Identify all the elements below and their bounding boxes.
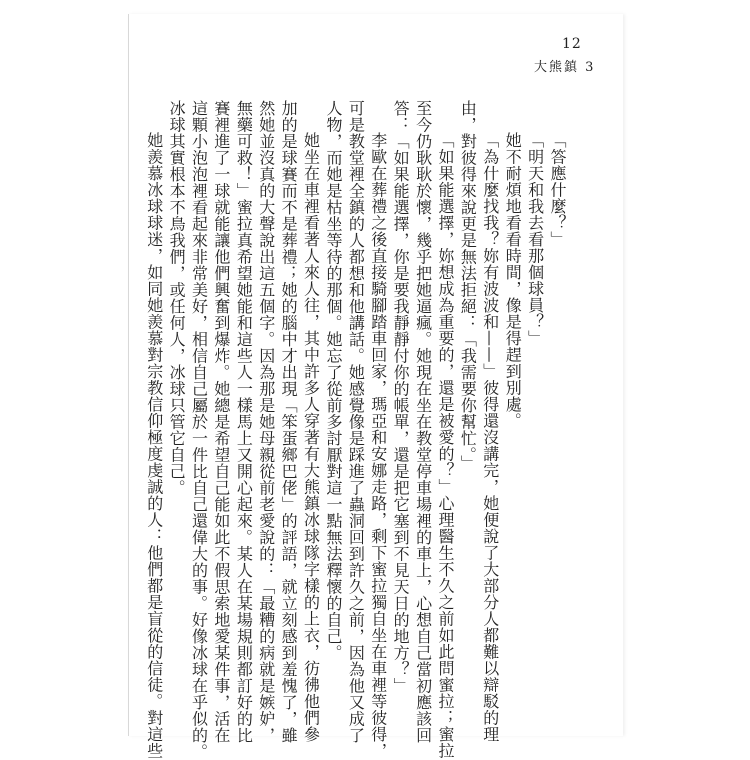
text-column: 可是教堂裡全鎮的人都想和他講話。她感覺像是踩進了蟲洞回到許久之前，因為他又成了 bbox=[346, 100, 366, 744]
text-column: 「如果能選擇，妳想成為重要的，還是被愛的？」心理醫生不久之前如此問蜜拉；蜜拉 bbox=[435, 132, 455, 759]
text-column: 「為什麼找我？妳有波波和——」彼得還沒講完，她便說了大部分人都難以辯駁的理 bbox=[480, 132, 500, 743]
text-column: 然她並沒真的大聲說出這五個字。因為那是她母親從前老愛說的：「最糟的病就是嫉妒， bbox=[256, 100, 276, 744]
text-column: 賽裡進了一球就能讓他們興奮到爆炸。她總是希望自己能如此不假思索地愛某件事，活在 bbox=[211, 100, 231, 744]
text-column: 人物，而她是枯坐等待的那個。她忘了從前多討厭對這一點無法釋懷的自己。 bbox=[323, 100, 343, 661]
text-column: 她坐在車裡看著人來人往，其中許多人穿著有大熊鎮冰球隊字樣的上衣，彷彿他們參 bbox=[301, 132, 321, 743]
page-number: 12 bbox=[562, 36, 582, 52]
text-column: 「答應什麼？」 bbox=[548, 132, 567, 248]
text-column: 冰球其實根本不鳥我們，或任何人，冰球只管它自己。 bbox=[167, 100, 187, 496]
text-column: 她不耐煩地看看時間，像是得趕到別處。 bbox=[503, 132, 523, 429]
text-column: 李歐在葬禮之後直接騎腳踏車回家，瑪亞和安娜走路，剩下蜜拉獨自坐在車裡等彼得， bbox=[368, 132, 388, 759]
text-column: 由，對彼得來說更是無法拒絕：「我需要你幫忙。」 bbox=[458, 100, 478, 472]
text-column: 無藥可救！」蜜拉真希望她能和這些人一樣馬上又開心起來。某人在某場規則都訂好的比 bbox=[234, 100, 254, 744]
running-head: 大熊鎮 3 bbox=[534, 60, 596, 75]
text-column: 至今仍耿耿於懷，幾乎把她逼瘋。她現在坐在教堂停車場裡的車上，心想自己當初應該回 bbox=[413, 100, 433, 744]
text-column: 答：「如果能選擇，你是要我靜靜付你的帳單，還是把它塞到不見天日的地方？」 bbox=[391, 100, 411, 694]
text-column: 「明天和我去看那個球員？」 bbox=[525, 132, 545, 347]
vertical-text-block bbox=[144, 100, 568, 760]
text-column: 這顆小泡泡裡看起來非常美好，相信自己屬於一件比自己還偉大的事。好像冰球在乎似的。 bbox=[189, 100, 209, 760]
text-column: 加的是球賽而不是葬禮；她的腦中才出現「笨蛋鄉巴佬」的評語，就立刻感到羞愧了，雖 bbox=[279, 100, 299, 744]
text-column: 她羨慕冰球球迷，如同她羨慕對宗教信仰極度虔誠的人：他們都是盲從的信徒。對這些 bbox=[144, 132, 164, 759]
